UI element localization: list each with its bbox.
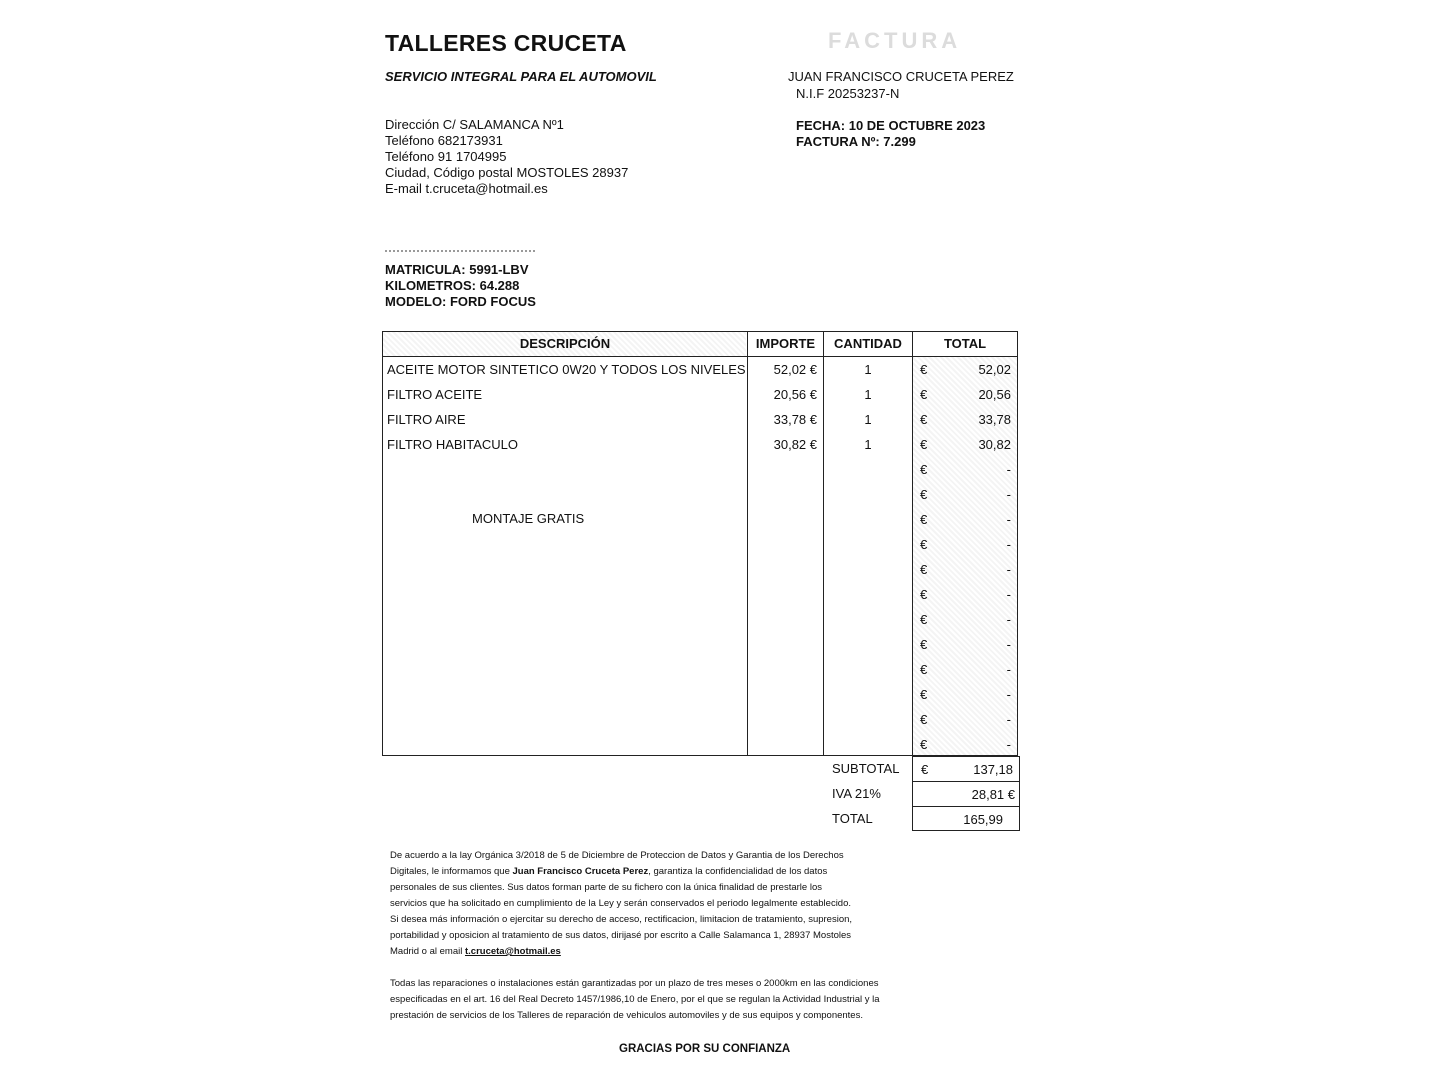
item-total: 30,82 — [978, 437, 1011, 452]
free-installation-note: MONTAJE GRATIS — [472, 511, 585, 526]
items-table — [382, 331, 1018, 756]
warranty-line: Todas las reparaciones o instalaciones están garantizadas por un plazo de tres meses o 2000km en las condiciones — [390, 978, 879, 989]
vehicle-km: KILOMETROS: 64.288 — [385, 278, 520, 293]
owner-name-bold: Juan Francisco Cruceta Perez — [512, 866, 649, 877]
item-price: 20,56 € — [773, 387, 817, 402]
empty-total: - — [1006, 562, 1011, 577]
empty-total: - — [1006, 712, 1011, 727]
item-description: ACEITE MOTOR SINTETICO 0W20 Y TODOS LOS NIVELES — [387, 362, 746, 377]
euro-sign: € — [920, 512, 928, 527]
faded-watermark: FACTURA — [828, 28, 962, 53]
item-description: FILTRO HABITACULO — [387, 437, 518, 452]
euro-sign: € — [920, 437, 928, 452]
email-link[interactable]: t.cruceta@hotmail.es — [464, 946, 561, 957]
thanks-message: GRACIAS POR SU CONFIANZA — [619, 1043, 791, 1055]
privacy-text: Madrid o al email — [390, 946, 465, 957]
iva-label: IVA 21% — [832, 786, 881, 801]
company-tagline: SERVICIO INTEGRAL PARA EL AUTOMOVIL — [385, 69, 657, 84]
contact-city: Ciudad, Código postal MOSTOLES 28937 — [385, 165, 629, 180]
invoice-date: FECHA: 10 DE OCTUBRE 2023 — [796, 118, 986, 133]
empty-total: - — [1006, 687, 1011, 702]
euro-sign: € — [920, 387, 928, 402]
privacy-line: De acuerdo a la lay Orgánica 3/2018 de 5 de Diciembre de Proteccion de Datos y Garantia de los Derechos — [390, 850, 844, 861]
privacy-line: portabilidad y oposicion al tratamiento de sus datos, dirijasé por escrito a Calle Salamanca 1, 28937 Mostoles — [390, 930, 852, 941]
vehicle-plate: MATRICULA: 5991-LBV — [385, 262, 529, 277]
euro-sign: € — [920, 537, 928, 552]
privacy-text: Digitales, le informamos que — [390, 866, 513, 877]
item-quantity: 1 — [864, 412, 872, 427]
contact-phone-1: Teléfono 682173931 — [385, 133, 503, 148]
total-value: 165,99 — [963, 812, 1003, 827]
euro-sign: € — [920, 362, 928, 377]
item-quantity: 1 — [864, 362, 872, 377]
owner-nif: N.I.F 20253237-N — [796, 86, 900, 101]
privacy-line — [390, 864, 852, 880]
contact-phone-2: Teléfono 91 1704995 — [385, 149, 507, 164]
empty-total: - — [1006, 512, 1011, 527]
header-divider — [383, 356, 1017, 357]
empty-total: - — [1006, 737, 1011, 752]
invoice-number: FACTURA Nº: 7.299 — [796, 134, 916, 149]
euro-sign: € — [920, 487, 928, 502]
item-price: 33,78 € — [773, 412, 817, 427]
privacy-line: personales de sus clientes. Sus datos forman parte de su fichero con la única finalidad de prestarle los — [390, 882, 822, 893]
totals-divider — [913, 806, 1019, 807]
empty-total: - — [1006, 612, 1011, 627]
euro-sign: € — [920, 687, 928, 702]
euro-sign: € — [920, 612, 928, 627]
warranty-notice — [390, 976, 880, 1024]
iva-value: 28,81 € — [971, 787, 1015, 802]
vehicle-model: MODELO: FORD FOCUS — [385, 294, 536, 309]
empty-total: - — [1006, 587, 1011, 602]
empty-total: - — [1006, 637, 1011, 652]
item-price: 30,82 € — [773, 437, 817, 452]
euro-sign: € — [920, 412, 928, 427]
privacy-text: , garantiza la confidencialidad de los datos — [648, 866, 828, 877]
item-total: 20,56 — [978, 387, 1011, 402]
faint-header-line — [385, 250, 535, 256]
item-price: 52,02 € — [773, 362, 817, 377]
euro-sign: € — [920, 662, 928, 677]
column-divider — [912, 332, 913, 755]
item-total: 33,78 — [978, 412, 1011, 427]
euro-sign: € — [920, 712, 928, 727]
col-header-importe: IMPORTE — [755, 336, 816, 351]
totals-box — [912, 756, 1020, 831]
contact-address: Dirección C/ SALAMANCA Nº1 — [385, 117, 564, 132]
subtotal-value: 137,18 — [973, 762, 1013, 777]
col-header-total: TOTAL — [943, 336, 987, 351]
privacy-line: servicios que ha solicitado en cumplimiento de la Ley y serán conservados el periodo legalmente establecido. — [390, 898, 852, 909]
col-header-descripcion: DESCRIPCIÓN — [519, 336, 611, 351]
empty-total: - — [1006, 662, 1011, 677]
privacy-line: Si desea más información o ejercitar su derecho de acceso, rectificacion, limitacion de tratamiento, supresion, — [390, 914, 853, 925]
privacy-notice — [390, 848, 852, 960]
contact-email: E-mail t.cruceta@hotmail.es — [385, 181, 548, 196]
euro-sign: € — [920, 737, 928, 752]
column-divider — [747, 332, 748, 755]
item-quantity: 1 — [864, 387, 872, 402]
item-total: 52,02 — [978, 362, 1011, 377]
euro-sign: € — [920, 637, 928, 652]
empty-total: - — [1006, 462, 1011, 477]
item-quantity: 1 — [864, 437, 872, 452]
euro-sign: € — [920, 562, 928, 577]
euro-sign: € — [920, 462, 928, 477]
item-description: FILTRO AIRE — [387, 412, 466, 427]
empty-total: - — [1006, 487, 1011, 502]
warranty-line: prestación de servicios de los Talleres de reparación de vehiculos automoviles y de sus equipos y componentes. — [390, 1010, 863, 1021]
warranty-line: especificadas en el art. 16 del Real Decreto 1457/1986,10 de Enero, por el que se regulan la Actividad Industrial y la — [390, 994, 880, 1005]
totals-divider — [913, 781, 1019, 782]
subtotal-label: SUBTOTAL — [832, 761, 900, 776]
privacy-line — [390, 944, 852, 960]
owner-name: JUAN FRANCISCO CRUCETA PEREZ — [788, 69, 1014, 84]
item-description: FILTRO ACEITE — [387, 387, 483, 402]
total-label: TOTAL — [832, 811, 873, 826]
euro-sign: € — [921, 762, 929, 777]
company-name: TALLERES CRUCETA — [385, 30, 627, 56]
empty-total: - — [1006, 537, 1011, 552]
column-divider — [823, 332, 824, 755]
euro-sign: € — [920, 587, 928, 602]
col-header-cantidad: CANTIDAD — [834, 336, 902, 351]
